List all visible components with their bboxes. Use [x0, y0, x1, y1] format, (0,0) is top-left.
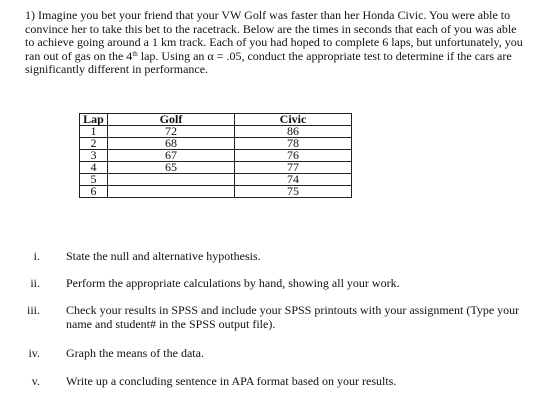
golf-cell: 65: [108, 162, 235, 174]
golf-cell: [108, 186, 235, 198]
header-golf: Golf: [108, 114, 235, 126]
task-text: State the null and alternative hypothesis.: [66, 249, 261, 263]
problem-text-suffix: lap. Using an α = .05, conduct the appropriate test to determine if the cars are significantly different in performance.: [25, 48, 512, 77]
table-row: [80, 162, 352, 174]
golf-cell: 67: [108, 150, 235, 162]
task-number: ii.: [30, 276, 40, 290]
civic-cell: 77: [235, 162, 352, 174]
civic-cell: 86: [235, 126, 352, 138]
table-header-row: [80, 114, 352, 126]
lap-cell: 6: [80, 186, 108, 198]
table-row: [80, 138, 352, 150]
lap-cell: 1: [80, 126, 108, 138]
table-row: [80, 126, 352, 138]
header-civic: Civic: [235, 114, 352, 126]
task-number: i.: [33, 249, 40, 263]
task-number: iv.: [28, 346, 40, 360]
header-lap: Lap: [80, 114, 108, 126]
table-row: [80, 150, 352, 162]
problem-text-prefix: 1) Imagine you bet your friend that your VW Golf was faster than her Honda Civic. You were able to convince her to take this bet to the racetrack. Below are the times in seconds that each of you was able to achieve going around a 1 km track. Each of you had hoped to complete 6 laps, but unfortunately, you ran out of gas on the 4: [25, 8, 523, 63]
table-row: [80, 174, 352, 186]
task-number: v.: [31, 374, 40, 388]
task-text: Graph the means of the data.: [66, 346, 204, 360]
golf-cell: 72: [108, 126, 235, 138]
ordinal-superscript: th: [132, 49, 138, 58]
problem-statement: [25, 9, 525, 77]
lap-cell: 2: [80, 138, 108, 150]
lap-cell: 3: [80, 150, 108, 162]
civic-cell: 78: [235, 138, 352, 150]
lap-cell: 5: [80, 174, 108, 186]
golf-cell: 68: [108, 138, 235, 150]
lap-times-table: [79, 113, 352, 198]
table-row: [80, 186, 352, 198]
task-text: Check your results in SPSS and include your SPSS printouts with your assignment (Type your name and student# in the SPSS output file).: [66, 303, 520, 331]
task-text: Write up a concluding sentence in APA format based on your results.: [66, 374, 397, 388]
task-number: iii.: [26, 303, 40, 317]
civic-cell: 76: [235, 150, 352, 162]
golf-cell: [108, 174, 235, 186]
lap-cell: 4: [80, 162, 108, 174]
task-text: Perform the appropriate calculations by hand, showing all your work.: [66, 276, 400, 290]
civic-cell: 75: [235, 186, 352, 198]
civic-cell: 74: [235, 174, 352, 186]
